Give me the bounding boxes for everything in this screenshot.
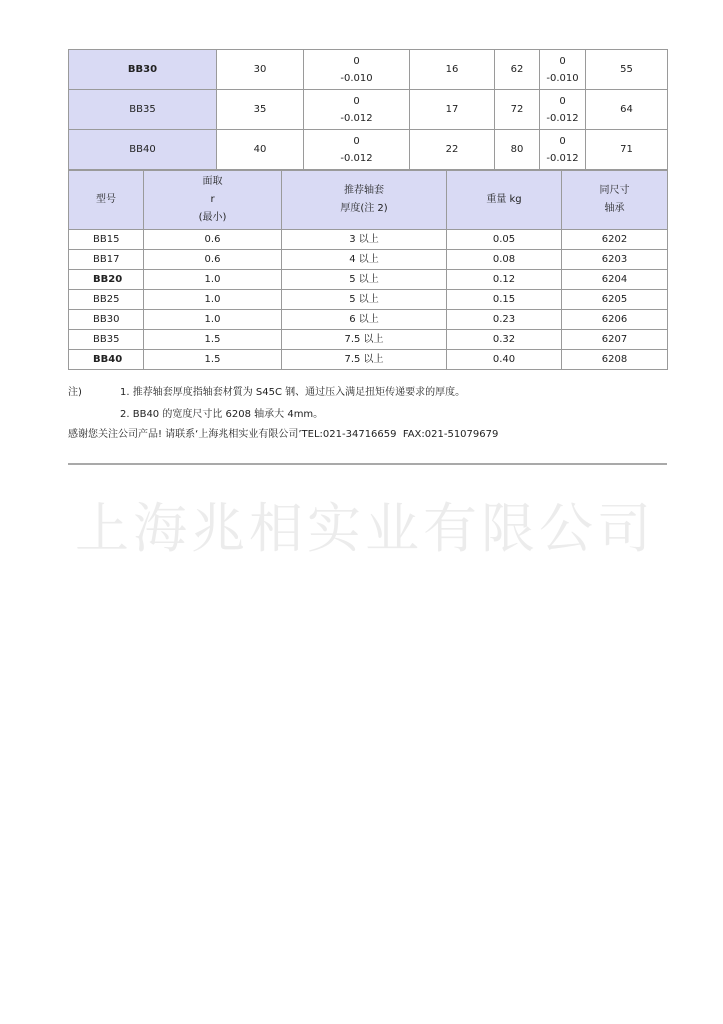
sleeve-cell: 5 以上 (282, 290, 447, 310)
bearing-cell: 6204 (562, 270, 668, 290)
bearing-cell: 6205 (562, 290, 668, 310)
value-cell: 62 (495, 50, 540, 90)
bearing-cell: 6208 (562, 350, 668, 370)
value-cell: 0 -0.010 (304, 50, 410, 90)
value-cell: 17 (410, 90, 495, 130)
dimension-row (69, 130, 668, 170)
r-cell: 1.5 (144, 350, 282, 370)
model-cell: BB30 (69, 50, 217, 90)
dimension-table (68, 49, 668, 170)
value-cell: 80 (495, 130, 540, 170)
sleeve-cell: 3 以上 (282, 230, 447, 250)
note-label: 注) (68, 387, 82, 398)
model-cell: BB15 (69, 230, 144, 250)
weight-cell: 0.23 (447, 310, 562, 330)
value-cell: 64 (586, 90, 668, 130)
value-cell: 0 -0.012 (304, 130, 410, 170)
spec-row (69, 270, 668, 290)
value-cell: 0 -0.012 (540, 130, 586, 170)
model-cell: BB35 (69, 330, 144, 350)
sleeve-cell: 4 以上 (282, 250, 447, 270)
value-cell: 22 (410, 130, 495, 170)
model-cell: BB20 (69, 270, 144, 290)
value-cell: 0 -0.012 (540, 90, 586, 130)
header-sleeve: 推荐轴套 厚度(注 2) (282, 171, 447, 230)
r-cell: 1.0 (144, 310, 282, 330)
bearing-cell: 6207 (562, 330, 668, 350)
sleeve-cell: 7.5 以上 (282, 350, 447, 370)
model-cell: BB35 (69, 90, 217, 130)
r-cell: 0.6 (144, 250, 282, 270)
header-weight: 重量 kg (447, 171, 562, 230)
dimension-row (69, 90, 668, 130)
spec-row (69, 250, 668, 270)
divider (68, 463, 667, 465)
sleeve-cell: 6 以上 (282, 310, 447, 330)
weight-cell: 0.15 (447, 290, 562, 310)
r-cell: 1.0 (144, 270, 282, 290)
r-cell: 1.0 (144, 290, 282, 310)
spec-header-row (69, 171, 668, 230)
model-cell: BB25 (69, 290, 144, 310)
company-watermark: 上海兆相实业有限公司 (75, 497, 655, 560)
value-cell: 16 (410, 50, 495, 90)
contact-line: 感谢您关注公司产品! 请联系‘上海兆相实业有限公司’TEL:021-34716659 FAX:021-51079679 (68, 429, 499, 440)
bearing-cell: 6206 (562, 310, 668, 330)
header-chamfer: 面取 r (最小) (144, 171, 282, 230)
bearing-cell: 6203 (562, 250, 668, 270)
value-cell: 30 (217, 50, 304, 90)
bearing-cell: 6202 (562, 230, 668, 250)
model-cell: BB17 (69, 250, 144, 270)
r-cell: 0.6 (144, 230, 282, 250)
sleeve-cell: 5 以上 (282, 270, 447, 290)
weight-cell: 0.05 (447, 230, 562, 250)
dimension-row (69, 50, 668, 90)
value-cell: 72 (495, 90, 540, 130)
spec-row (69, 330, 668, 350)
weight-cell: 0.08 (447, 250, 562, 270)
model-cell: BB40 (69, 130, 217, 170)
spec-row (69, 290, 668, 310)
value-cell: 71 (586, 130, 668, 170)
weight-cell: 0.40 (447, 350, 562, 370)
spec-row (69, 230, 668, 250)
spec-table (68, 170, 668, 370)
value-cell: 0 -0.012 (304, 90, 410, 130)
value-cell: 40 (217, 130, 304, 170)
weight-cell: 0.12 (447, 270, 562, 290)
weight-cell: 0.32 (447, 330, 562, 350)
note-2: 2. BB40 的宽度尺寸比 6208 轴承大 4mm。 (120, 409, 324, 420)
value-cell: 55 (586, 50, 668, 90)
value-cell: 35 (217, 90, 304, 130)
model-cell: BB30 (69, 310, 144, 330)
spec-row (69, 310, 668, 330)
note-1: 1. 推荐轴套厚度指轴套材質为 S45C 钢、通过压入满足扭矩传递要求的厚度。 (120, 387, 466, 398)
header-model: 型号 (69, 171, 144, 230)
header-bearing: 同尺寸 轴承 (562, 171, 668, 230)
model-cell: BB40 (69, 350, 144, 370)
sleeve-cell: 7.5 以上 (282, 330, 447, 350)
value-cell: 0 -0.010 (540, 50, 586, 90)
spec-row (69, 350, 668, 370)
r-cell: 1.5 (144, 330, 282, 350)
